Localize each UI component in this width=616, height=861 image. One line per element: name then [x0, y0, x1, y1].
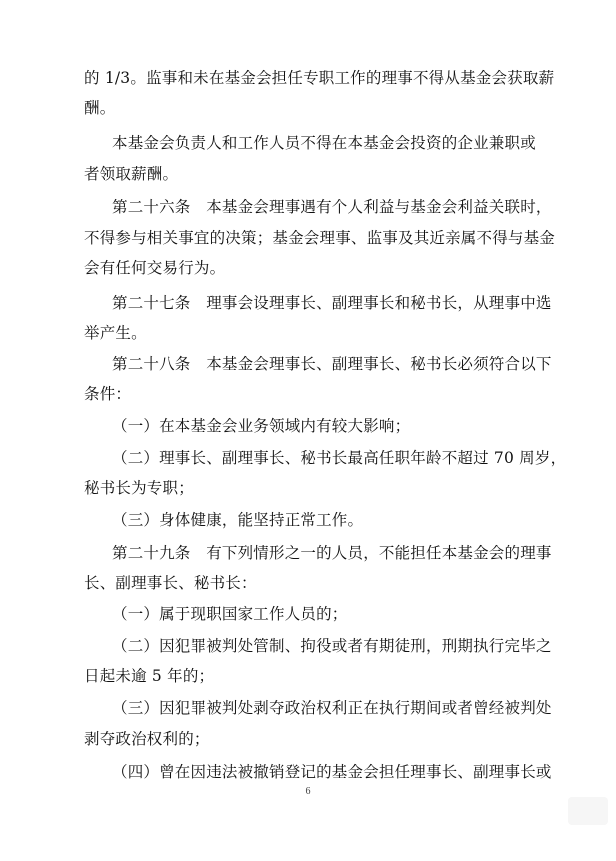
text-line: 秘书长为专职； [84, 479, 194, 497]
text-line: 的 1/3。监事和未在基金会担任专职工作的理事不得从基金会获取薪 [84, 69, 555, 87]
text-line: （四）曾在因违法被撤销登记的基金会担任理事长、副理事长或 [112, 763, 552, 781]
text-line: 会有任何交易行为。 [84, 259, 226, 277]
text-line: 酬。 [84, 99, 116, 117]
watermark-mark [568, 797, 608, 825]
text-line: 日起未逾 5 年的； [84, 667, 215, 685]
page-number: 6 [305, 786, 311, 797]
text-line: 第二十七条 理事会设理事长、副理事长和秘书长，从理事中选 [112, 294, 552, 312]
text-line: 条件： [84, 385, 132, 403]
text-line: 不得参与相关事宜的决策；基金会理事、监事及其近亲属不得与基金 [84, 229, 556, 247]
text-line: （二）理事长、副理事长、秘书长最高任职年龄不超过 70 周岁， [112, 449, 567, 467]
text-line: （三）身体健康，能坚持正常工作。 [112, 511, 364, 529]
text-line: （一）在本基金会业务领域内有较大影响； [112, 417, 411, 435]
text-line: （二）因犯罪被判处管制、拘役或者有期徒刑，刑期执行完毕之 [112, 637, 552, 655]
text-line: 第二十八条 本基金会理事长、副理事长、秘书长必须符合以下 [112, 355, 552, 373]
text-line: （一）属于现职国家工作人员的； [112, 605, 348, 623]
text-line: 本基金会负责人和工作人员不得在本基金会投资的企业兼职或 [112, 134, 536, 152]
text-line: 第二十九条 有下列情形之一的人员，不能担任本基金会的理事 [112, 544, 552, 562]
text-line: 剥夺政治权利的； [84, 730, 210, 748]
text-line: 第二十六条 本基金会理事遇有个人利益与基金会利益关联时， [112, 198, 552, 216]
text-line: 者领取薪酬。 [84, 165, 179, 183]
text-line: 举产生。 [84, 324, 147, 342]
text-line: （三）因犯罪被判处剥夺政治权利正在执行期间或者曾经被判处 [112, 699, 552, 717]
text-line: 长、副理事长、秘书长： [84, 574, 257, 592]
